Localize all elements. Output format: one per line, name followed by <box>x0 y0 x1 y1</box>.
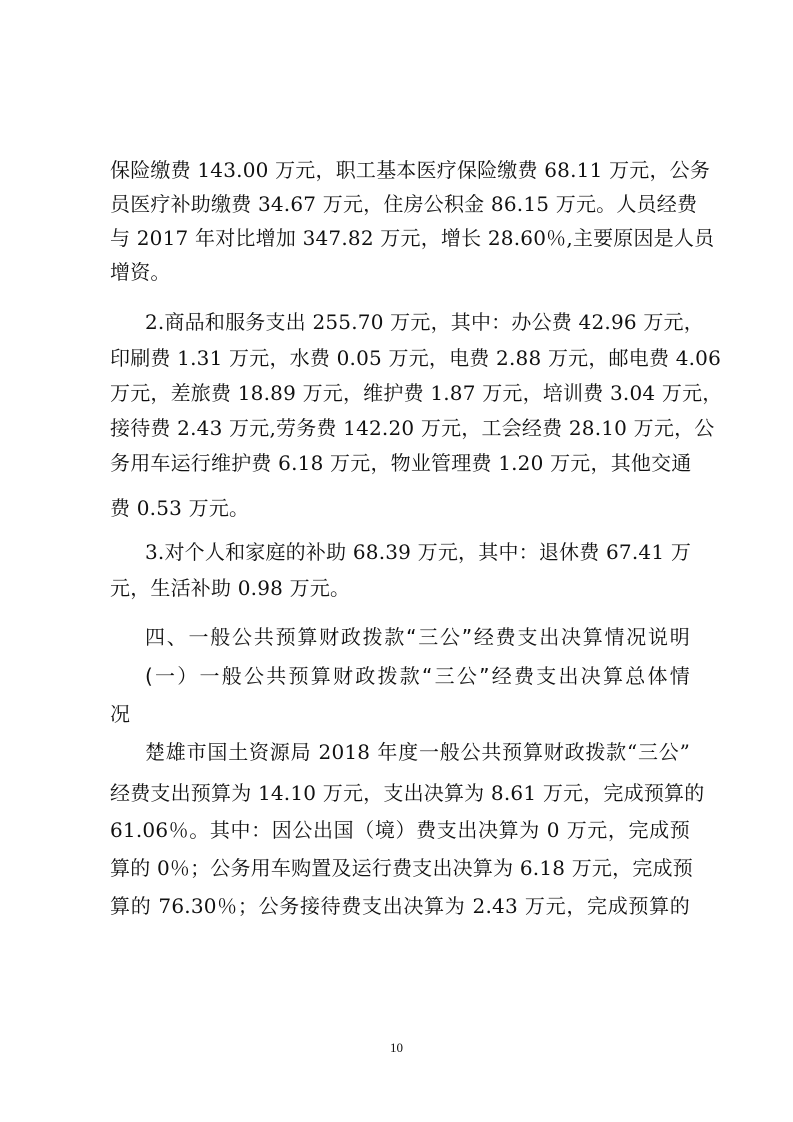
body-text-line: 印刷费 1.31 万元，水费 0.05 万元，电费 2.88 万元，邮电费 4.06 <box>110 346 722 370</box>
page-number: 10 <box>390 1040 403 1055</box>
body-text-line: 2.商品和服务支出 255.70 万元，其中：办公费 42.96 万元， <box>145 310 704 334</box>
body-text-line: 与 2017 年对比增加 347.82 万元，增长 28.60％,主要原因是人员 <box>110 226 715 250</box>
body-text-line: 务用车运行维护费 6.18 万元，物业管理费 1.20 万元，其他交通 <box>110 451 692 475</box>
body-text-line: 费 0.53 万元。 <box>110 496 250 520</box>
body-text-line: 经费支出预算为 14.10 万元，支出决算为 8.61 万元，完成预算的 <box>110 781 705 805</box>
body-text-line: 接待费 2.43 万元,劳务费 142.20 万元，工会经费 28.10 万元，公 <box>110 416 715 440</box>
body-text-line: 元，生活补助 0.98 万元。 <box>110 576 351 600</box>
body-text-line: 保险缴费 143.00 万元，职工基本医疗保险缴费 68.11 万元，公务 <box>110 158 711 182</box>
body-text-line: 3.对个人和家庭的补助 68.39 万元，其中：退休费 67.41 万 <box>145 540 692 564</box>
body-text-line: 增资。 <box>110 260 171 284</box>
body-text-line: 万元，差旅费 18.89 万元，维护费 1.87 万元，培训费 3.04 万元， <box>110 381 723 405</box>
body-text-line: 员医疗补助缴费 34.67 万元，住房公积金 86.15 万元。人员经费 <box>110 192 698 216</box>
section-heading: 四、一般公共预算财政拨款“三公”经费支出决算情况说明 <box>145 625 690 649</box>
body-text-line: 算的 76.30％；公务接待费支出决算为 2.43 万元，完成预算的 <box>110 894 690 918</box>
body-text-line: 楚雄市国土资源局 2018 年度一般公共预算财政拨款“三公” <box>145 740 690 764</box>
subsection-heading: 况 <box>110 702 131 726</box>
subsection-heading: (一）一般公共预算财政拨款“三公”经费支出决算总体情 <box>145 664 690 688</box>
body-text-line: 61.06％。其中：因公出国（境）费支出决算为 0 万元，完成预 <box>110 818 690 842</box>
body-text-line: 算的 0％；公务用车购置及运行费支出决算为 6.18 万元，完成预 <box>110 856 693 880</box>
